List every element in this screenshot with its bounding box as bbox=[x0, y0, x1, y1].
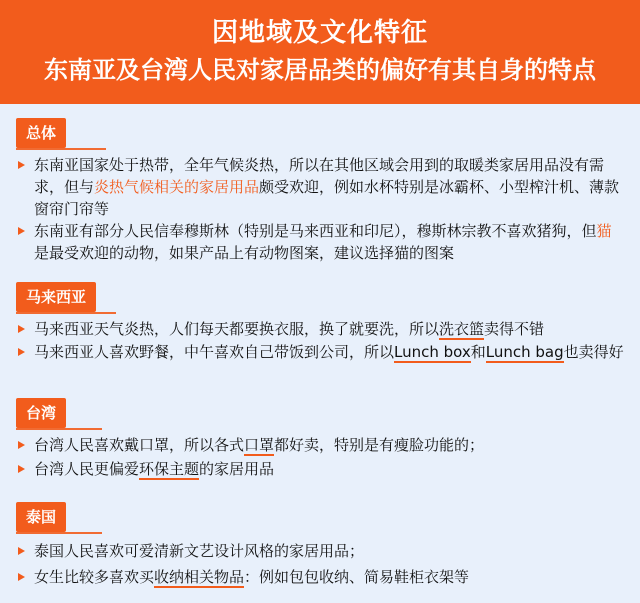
page-header bbox=[0, 0, 640, 104]
list-item: 台湾人民更偏爱环保主题的家居用品 bbox=[16, 458, 626, 480]
triangle-bullet-icon bbox=[18, 547, 25, 555]
underlined-text: Lunch bag bbox=[485, 343, 564, 361]
section-tag-overall: 总体 bbox=[16, 118, 66, 148]
triangle-bullet-icon bbox=[18, 227, 25, 235]
section-tag-taiwan: 台湾 bbox=[16, 398, 66, 428]
list-item: 马来西亚天气炎热，人们每天都要换衣服，换了就要洗，所以洗衣篮卖得不错 bbox=[16, 318, 626, 340]
underlined-text: 口罩 bbox=[244, 436, 275, 454]
tag-underline bbox=[16, 532, 102, 534]
tag-underline bbox=[16, 428, 102, 430]
page-subtitle: 东南亚及台湾人民对家居品类的偏好有其自身的特点 bbox=[44, 56, 596, 84]
list-item: 台湾人民喜欢戴口罩，所以各式口罩都好卖，特别是有瘦脸功能的； bbox=[16, 434, 626, 456]
tag-underline bbox=[16, 312, 116, 314]
underlined-text: 收纳相关物品 bbox=[154, 568, 245, 586]
list-item: 马来西亚人喜欢野餐，中午喜欢自己带饭到公司，所以Lunch box和Lunch bag也卖得好 bbox=[16, 341, 626, 363]
triangle-bullet-icon bbox=[18, 465, 25, 473]
underlined-text: 环保主题 bbox=[139, 460, 200, 478]
tag-underline bbox=[16, 148, 106, 150]
section-tag-thailand: 泰国 bbox=[16, 502, 66, 532]
triangle-bullet-icon bbox=[18, 441, 25, 449]
list-item: 东南亚有部分人民信奉穆斯林（特别是马来西亚和印尼），穆斯林宗教不喜欢猪狗，但猫是最受欢迎的动物，如果产品上有动物图案，建议选择猫的图案 bbox=[16, 220, 626, 264]
list-item: 泰国人民喜欢可爱清新文艺设计风格的家居用品； bbox=[16, 540, 626, 562]
triangle-bullet-icon bbox=[18, 325, 25, 333]
highlight-text: 猫 bbox=[596, 222, 612, 240]
page-title: 因地域及文化特征 bbox=[211, 18, 428, 48]
section-tag-malaysia: 马来西亚 bbox=[16, 282, 96, 312]
highlight-text: 炎热气候相关的家居用品 bbox=[94, 178, 260, 196]
list-item: 女生比较多喜欢买收纳相关物品：例如包包收纳、简易鞋柜衣架等 bbox=[16, 566, 626, 588]
triangle-bullet-icon bbox=[18, 161, 25, 169]
underlined-text: 洗衣篮 bbox=[439, 320, 485, 338]
underlined-text: Lunch box bbox=[394, 343, 471, 361]
list-item: 东南亚国家处于热带，全年气候炎热，所以在其他区域会用到的取暖类家居用品没有需求，但与炎热气候相关的家居用品颇受欢迎，例如水杯特别是冰霸杯、小型榨汁机、薄款窗帘门帘等 bbox=[16, 154, 626, 220]
triangle-bullet-icon bbox=[18, 348, 25, 356]
triangle-bullet-icon bbox=[18, 573, 25, 581]
